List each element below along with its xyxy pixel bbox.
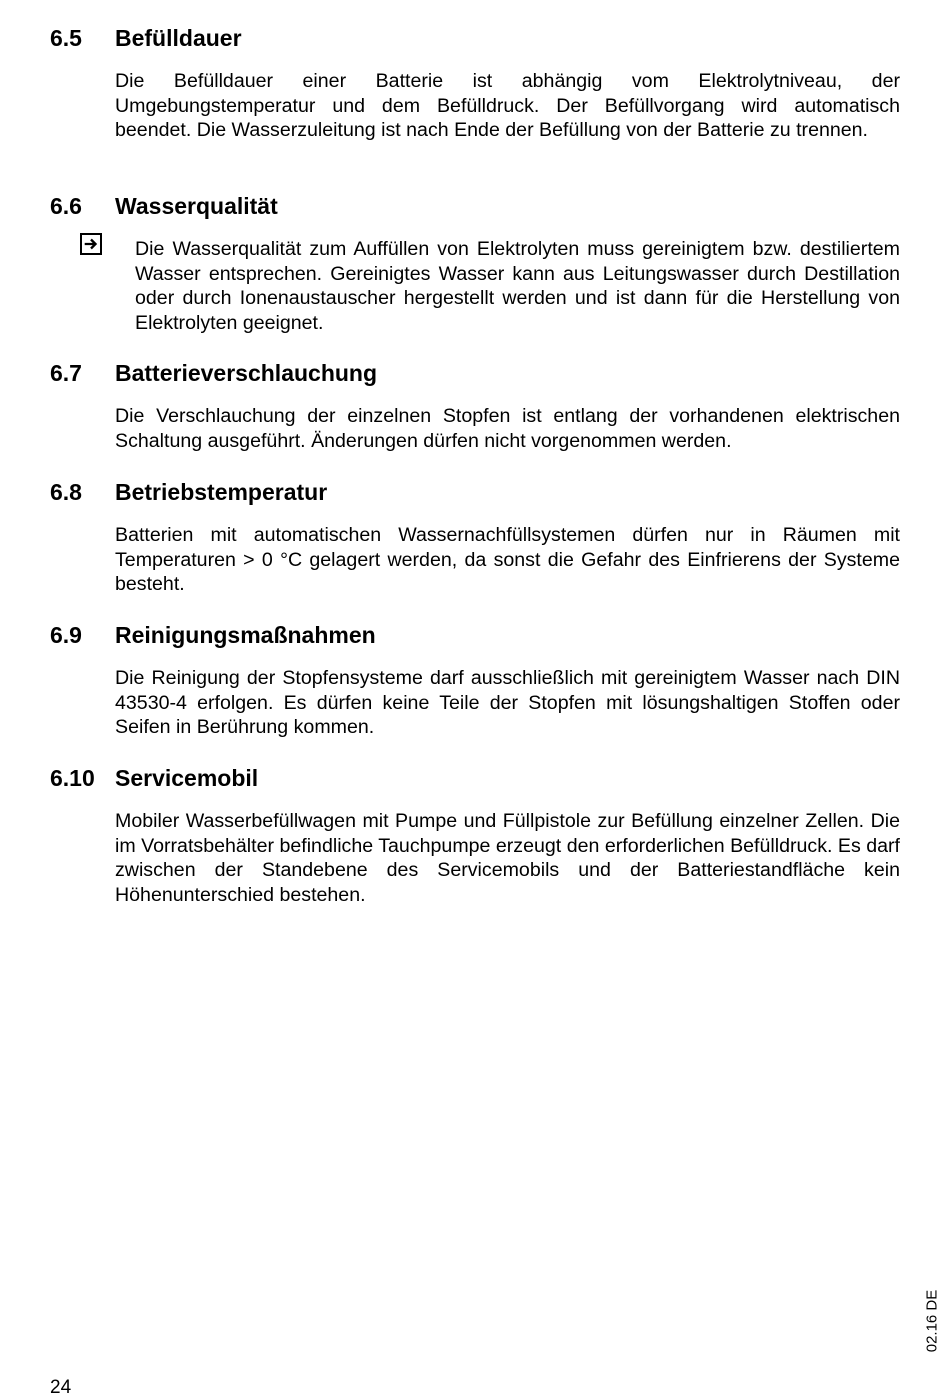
section-number: 6.8 — [50, 479, 82, 505]
section-title: Befülldauer — [115, 25, 242, 51]
section-heading — [50, 359, 377, 387]
document-code — [920, 1282, 944, 1360]
section-number: 6.9 — [50, 622, 82, 648]
section-paragraph: Die Reinigung der Stopfensysteme darf ausschließlich mit gereinigtem Wasser nach DIN 43530-4 erfolgen. Es dürfen keine Teile der Stopfen mit lösungshaltigen Stoffen oder Seifen in Berührung kommen. — [115, 667, 900, 739]
section-title: Servicemobil — [115, 765, 259, 791]
section-title: Batterieverschlauchung — [115, 360, 378, 386]
section-title: Wasserqualität — [115, 193, 278, 219]
section-paragraph: Die Wasserqualität zum Auffüllen von Elektrolyten muss gereinigtem bzw. destiliertem Wasser entsprechen. Gereinigtes Wasser kann aus Leitungswasser durch Destillation oder durch Ionenaustauscher hergestellt werden und ist dann für die Herstellung von Elektrolyten geeignet. — [135, 238, 900, 335]
arrow-right-box-icon — [80, 233, 102, 255]
section-paragraph: Batterien mit automatischen Wassernachfüllsystemen dürfen nur in Räumen mit Temperaturen > 0 °C gelagert werden, da sonst die Gefahr des Einfrierens der Systeme besteht. — [115, 524, 900, 596]
section-paragraph: Mobiler Wasserbefüllwagen mit Pumpe und Füllpistole zur Befüllung einzelner Zellen. Die im Vorratsbehälter befindliche Tauchpumpe erzeugt den erforderlichen Befülldruck. Es darf zwischen der Standebene des Servicemobils und der Batteriestandfläche kein Höhenunterschied bestehen. — [115, 810, 900, 907]
section-paragraph: Die Befülldauer einer Batterie ist abhängig vom Elektrolytniveau, der Umgebungstemperatur und dem Befülldruck. Der Befüllvorgang wird automatisch beendet. Die Wasserzuleitung ist nach Ende der Befüllung von der Batterie zu trennen. — [115, 70, 900, 142]
section-title: Betriebstemperatur — [115, 479, 328, 505]
section-paragraph: Die Verschlauchung der einzelnen Stopfen ist entlang der vorhandenen elektrischen Schaltung ausgeführt. Änderungen dürfen nicht vorgenommen werden. — [115, 405, 900, 452]
section-title: Reinigungsmaßnahmen — [115, 622, 376, 648]
section-number: 6.5 — [50, 25, 82, 51]
section-heading — [50, 192, 278, 220]
section-number: 6.7 — [50, 360, 82, 386]
page-number: 24 — [50, 1377, 72, 1398]
section-heading — [50, 24, 242, 52]
document-code-text: 02.16 DE — [923, 1289, 941, 1353]
section-heading — [50, 478, 327, 506]
section-number: 6.10 — [50, 765, 95, 791]
section-heading — [50, 621, 376, 649]
section-heading — [50, 764, 258, 792]
section-number: 6.6 — [50, 193, 82, 219]
